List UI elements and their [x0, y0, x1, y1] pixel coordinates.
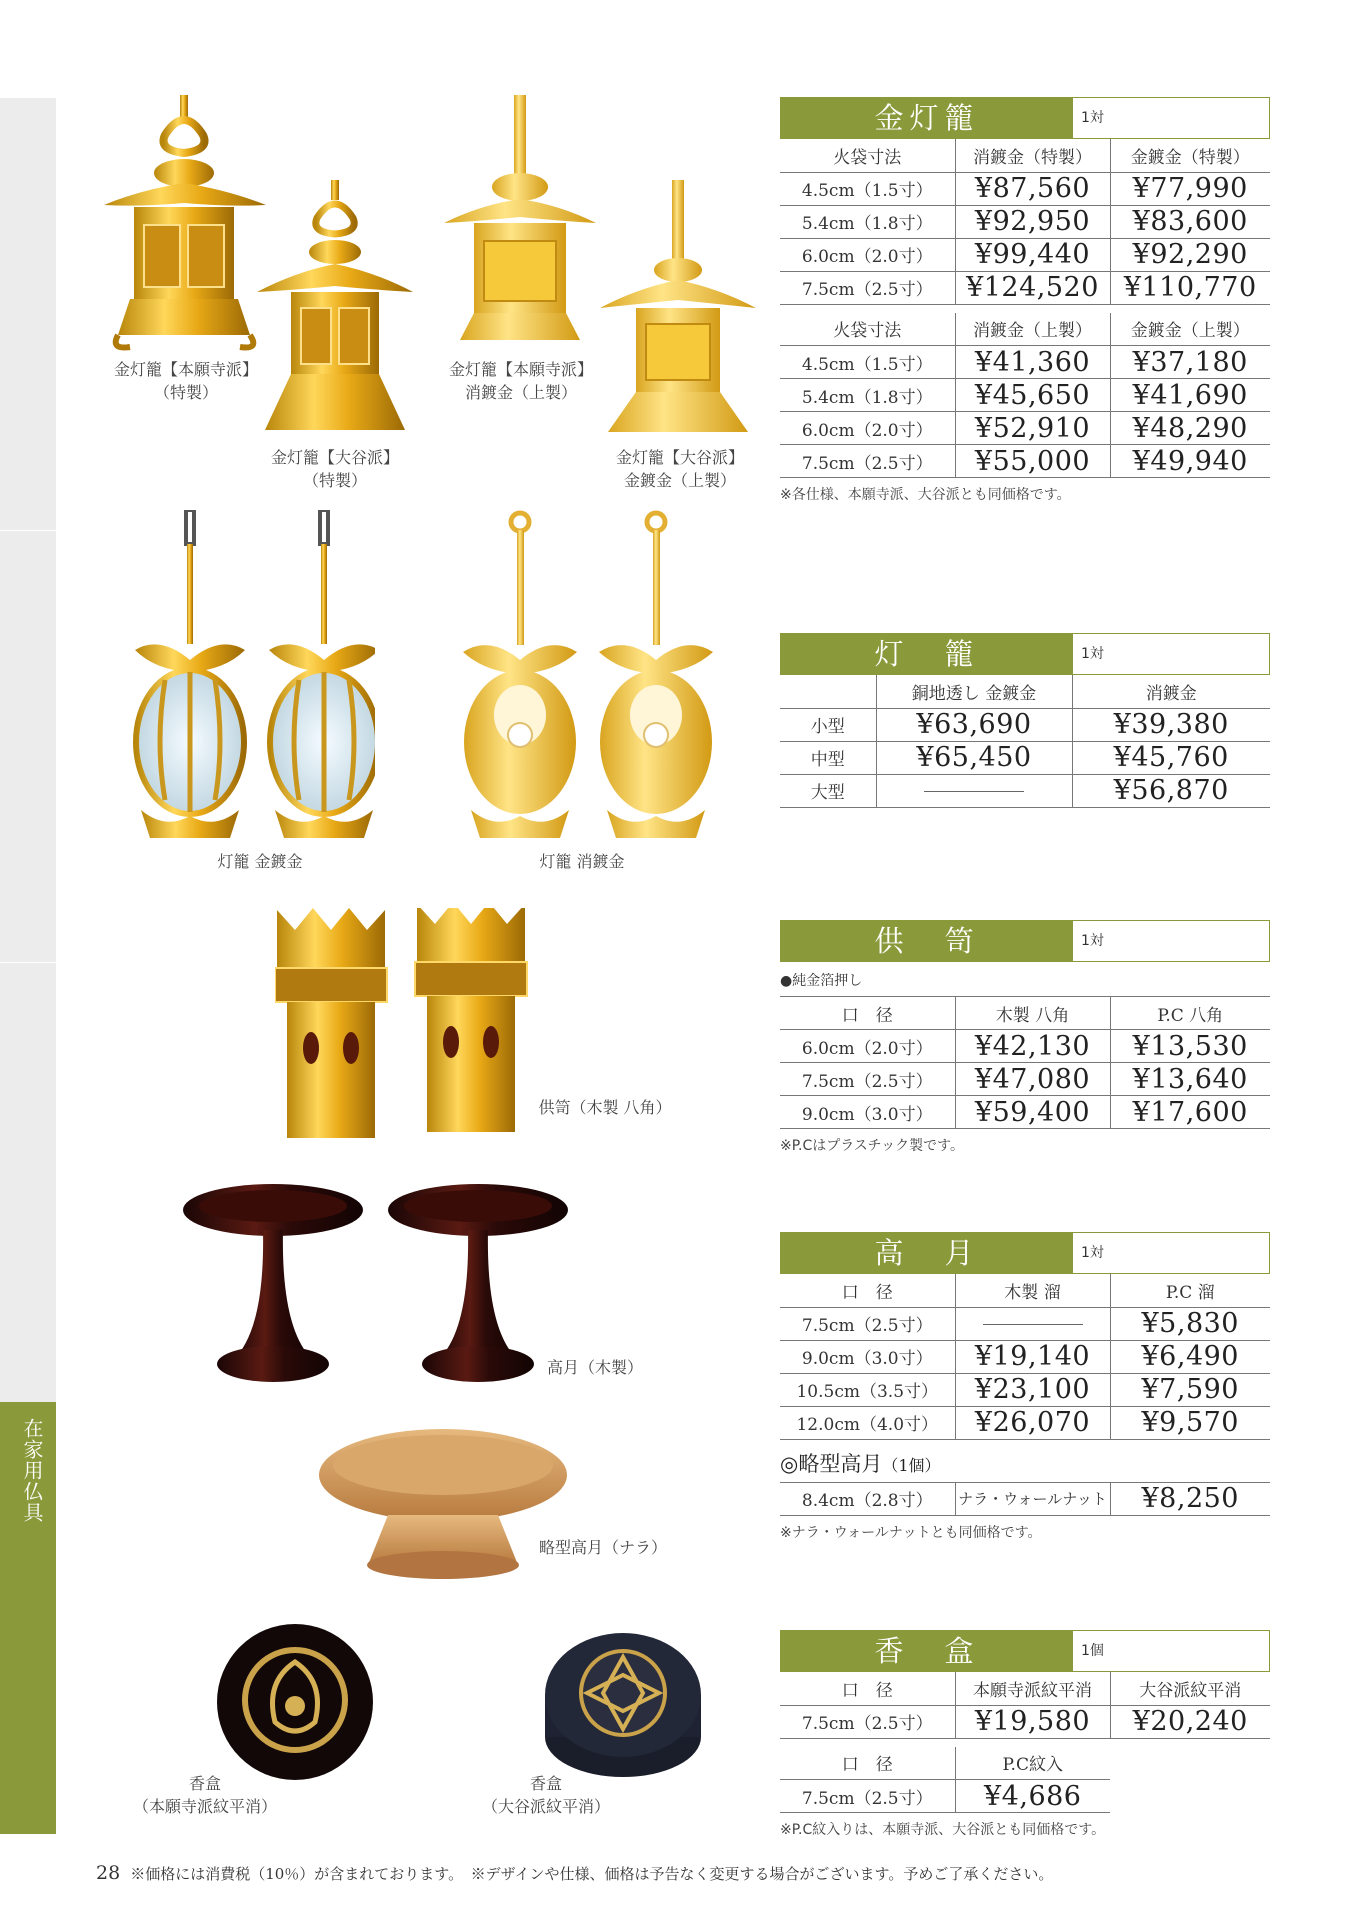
section-title: 香 盒 — [781, 1631, 1073, 1671]
toro-keshi-image — [455, 510, 715, 845]
table-header: 消鍍金（特製） — [955, 139, 1110, 172]
table-row: 6.0cm（2.0寸） ¥52,910 ¥48,290 — [780, 412, 1270, 445]
section-title: 灯 籠 — [781, 634, 1073, 674]
section-header — [780, 633, 1270, 675]
takatsuki-image — [183, 1180, 573, 1388]
table-row: 小型 ¥63,690 ¥39,380 — [780, 708, 1270, 741]
table-header: 本願寺派紋平消 — [955, 1672, 1110, 1705]
table-header: 金鍍金（特製） — [1110, 139, 1270, 172]
table-row: 6.0cm（2.0寸） ¥42,130 ¥13,530 — [780, 1030, 1270, 1063]
side-tab-label: 在家用仏具 — [20, 1418, 44, 1523]
caption-toro-kin: 灯籠 金鍍金 — [217, 852, 303, 871]
table-header: 木製 溜 — [955, 1274, 1110, 1307]
section-title: 供 笥 — [781, 921, 1073, 961]
table-header: 火袋寸法 — [780, 139, 955, 172]
section-header — [780, 1232, 1270, 1274]
section-title: 高 月 — [781, 1233, 1073, 1273]
table-row: 大型 ¥56,870 — [780, 774, 1270, 807]
table-row: 5.4cm（1.8寸） ¥92,950 ¥83,600 — [780, 205, 1270, 238]
caption-kuge: 供笥（木製 八角） — [538, 1098, 672, 1117]
table-header: 消鍍金（上製） — [955, 313, 1110, 346]
section-kintoro — [780, 97, 1270, 504]
note: ※P.Cはプラスチック製です。 — [780, 1138, 964, 1154]
caption-lantern-otani-toku: 金灯籠【大谷派】 （特製） — [270, 448, 399, 490]
footer — [96, 1862, 1053, 1884]
bullet-note: ●純金箔押し — [780, 973, 863, 989]
table-header: 木製 八角 — [955, 997, 1110, 1030]
section-header — [780, 1630, 1270, 1672]
table-row: 6.0cm（2.0寸） ¥99,440 ¥92,290 — [780, 238, 1270, 271]
lantern-otani-toku-image — [255, 180, 415, 440]
caption-takatsuki: 高月（木製） — [546, 1358, 643, 1377]
ryaku-takatsuki-table — [780, 1482, 1270, 1516]
not-available-dash — [983, 1324, 1083, 1325]
table-header: 口 径 — [780, 1747, 955, 1780]
kogo-table-pc — [780, 1747, 1110, 1814]
table-row: 中型 ¥65,450 ¥45,760 — [780, 741, 1270, 774]
table-row: 12.0cm（4.0寸） ¥26,070 ¥9,570 — [780, 1406, 1270, 1439]
table-row: 9.0cm（3.0寸） ¥19,140 ¥6,490 — [780, 1340, 1270, 1373]
caption-kogo-honganji: 香盒 （本願寺派紋平消） — [132, 1774, 277, 1816]
lantern-otani-jo-image — [598, 180, 758, 440]
table-row: 7.5cm（2.5寸） ¥19,580 ¥20,240 — [780, 1705, 1270, 1738]
kogo-otani-image — [543, 1625, 703, 1785]
table-row: 7.5cm（2.5寸） ¥124,520 ¥110,770 — [780, 271, 1270, 304]
table-row: 7.5cm（2.5寸） ¥5,830 — [780, 1307, 1270, 1340]
table-row: 7.5cm（2.5寸） ¥55,000 ¥49,940 — [780, 445, 1270, 478]
table-row: 4.5cm（1.5寸） ¥41,360 ¥37,180 — [780, 346, 1270, 379]
section-toro — [780, 633, 1270, 808]
caption-kogo-otani: 香盒 （大谷派紋平消） — [481, 1774, 610, 1816]
section-header — [780, 97, 1270, 139]
table-header: 口 径 — [780, 1672, 955, 1705]
table-header: 火袋寸法 — [780, 313, 955, 346]
kintoro-table-toku — [780, 139, 1270, 305]
table-header: P.C 溜 — [1110, 1274, 1270, 1307]
table-header: P.C 八角 — [1110, 997, 1270, 1030]
kintoro-table-jo — [780, 313, 1270, 479]
table-row: 8.4cm（2.8寸） ナラ・ウォールナット ¥8,250 — [780, 1482, 1270, 1515]
table-header: 大谷派紋平消 — [1110, 1672, 1270, 1705]
lantern-honganji-toku-image — [100, 95, 270, 355]
section-unit: 1対 — [1081, 110, 1104, 126]
takatsuki-table — [780, 1274, 1270, 1440]
table-header: 口 径 — [780, 1274, 955, 1307]
kogo-honganji-image — [215, 1622, 375, 1782]
table-row: 7.5cm（2.5寸） ¥4,686 — [780, 1780, 1110, 1813]
section-takatsuki — [780, 1232, 1270, 1542]
lantern-honganji-jo-image — [440, 95, 600, 350]
note: ※ナラ・ウォールナットとも同価格です。 — [780, 1524, 1042, 1541]
caption-lantern-honganji-toku: 金灯籠【本願寺派】 （特製） — [113, 360, 258, 402]
table-header: 金鍍金（上製） — [1110, 313, 1270, 346]
table-row: 10.5cm（3.5寸） ¥23,100 ¥7,590 — [780, 1373, 1270, 1406]
section-unit: 1対 — [1081, 933, 1104, 949]
section-unit: 1個 — [1081, 1643, 1104, 1659]
kuge-image — [275, 908, 545, 1143]
sub-heading-ryaku-takatsuki: ◎略型高月（1個） — [780, 1451, 941, 1476]
table-header: P.C紋入 — [955, 1747, 1110, 1780]
section-kuge — [780, 920, 1270, 1155]
table-row: 9.0cm（3.0寸） ¥59,400 ¥17,600 — [780, 1096, 1270, 1129]
table-row: 5.4cm（1.8寸） ¥45,650 ¥41,690 — [780, 379, 1270, 412]
note: ※P.C紋入りは、本願寺派、大谷派とも同価格です。 — [780, 1822, 1106, 1838]
caption-toro-keshi: 灯籠 消鍍金 — [539, 852, 625, 871]
section-unit: 1対 — [1081, 1245, 1104, 1261]
toro-kin-image — [125, 510, 375, 845]
section-title: 金灯籠 — [781, 98, 1073, 138]
table-header: 消鍍金 — [1072, 675, 1270, 708]
kuge-table — [780, 996, 1270, 1129]
table-header: 銅地透し 金鍍金 — [876, 675, 1072, 708]
caption-ryaku-takatsuki: 略型高月（ナラ） — [538, 1538, 667, 1557]
page-number: 28 — [96, 1862, 121, 1884]
footer-text: ※価格には消費税（10％）が含まれております。 ※デザインや仕様、価格は予告なく変更する場合がございます。予めご了承ください。 — [130, 1865, 1054, 1883]
section-unit: 1対 — [1081, 646, 1104, 662]
kogo-table-mon — [780, 1672, 1270, 1739]
caption-lantern-otani-jo: 金灯籠【大谷派】 金鍍金（上製） — [615, 448, 744, 490]
ryaku-takatsuki-image — [318, 1425, 568, 1580]
table-header — [780, 675, 876, 708]
section-header — [780, 920, 1270, 962]
note: ※各仕様、本願寺派、大谷派とも同価格です。 — [780, 487, 1071, 503]
table-row: 7.5cm（2.5寸） ¥47,080 ¥13,640 — [780, 1063, 1270, 1096]
table-row: 4.5cm（1.5寸） ¥87,560 ¥77,990 — [780, 172, 1270, 205]
not-available-dash — [924, 791, 1024, 792]
section-kogo — [780, 1630, 1270, 1839]
table-header: 口 径 — [780, 997, 955, 1030]
caption-lantern-honganji-jo: 金灯籠【本願寺派】 消鍍金（上製） — [448, 360, 593, 402]
toro-table — [780, 675, 1270, 808]
